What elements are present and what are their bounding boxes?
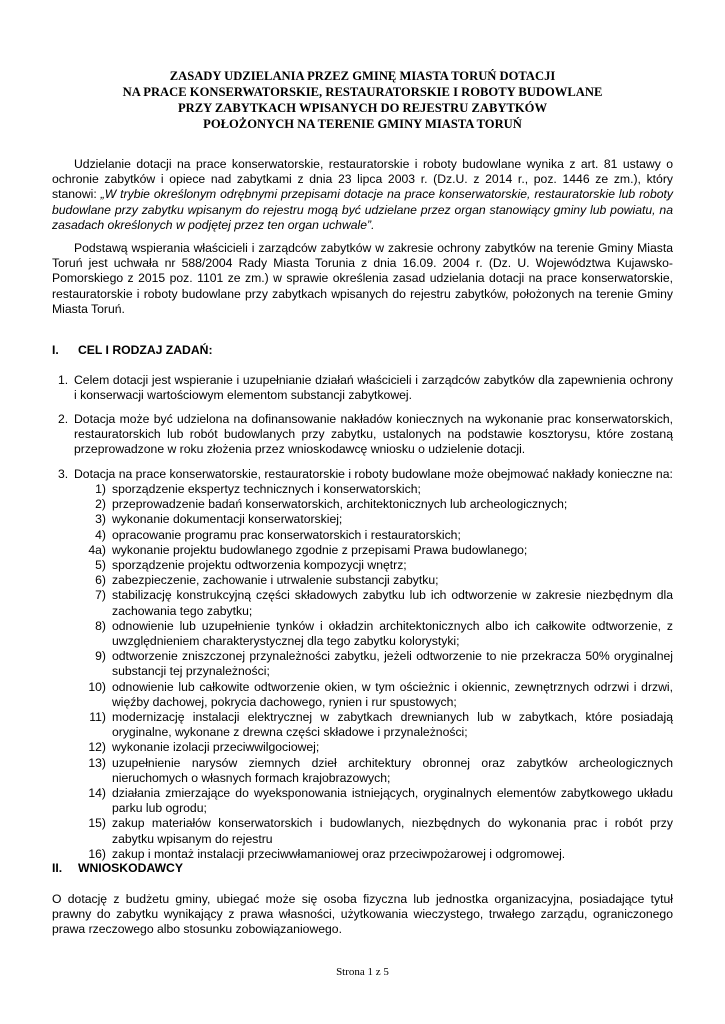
sub-item-number: 15) [88,816,106,831]
list-item-text: Dotacja na prace konserwatorskie, restauratorskie i roboty budowlane może obejmować nakłady konieczne na: [74,467,673,481]
sub-item-number: 4) [95,527,106,542]
sub-item-number: 1) [95,482,106,496]
sub-item-number: 14) [88,786,106,801]
sub-item-number: 8) [95,618,106,633]
sub-list-item [76,680,673,710]
sub-list-item [76,740,673,755]
section-2-heading [52,861,183,876]
sub-list-item [76,588,673,618]
sub-item-number: 4a) [88,542,106,557]
title-line-2: NA PRACE KONSERWATORSKIE, RESTAURATORSKIE I ROBOTY BUDOWLANE [122,85,603,99]
sub-list-item [76,497,673,512]
sub-item-number: 10) [88,679,106,694]
intro-paragraph-1 [52,157,673,233]
sub-item-number: 11) [89,710,106,725]
sub-list-item [76,786,673,816]
sub-item-text: odnowienie lub całkowite odtworzenie okien, w tym ościeżnic i okiennic, zewnętrznych odrzwi i drzwi, więźby dachowej, pokrycia dachowego, rynien i rur spustowych; [112,679,673,709]
sub-item-text: zakup materiałów konserwatorskich i budowlanych, niezbędnych do wykonania prac i robót przy zabytku wpisanym do rejestru [112,816,673,846]
sub-item-number: 9) [95,649,106,664]
list-item-number: 2. [58,412,69,426]
sub-list-item [76,710,673,740]
list-item-number: 1. [58,373,69,387]
sub-list-item [76,543,673,558]
sub-list-item [76,512,673,527]
list-item-number: 3. [58,467,69,481]
list-item [52,467,673,482]
sub-item-number: 13) [88,755,106,770]
sub-item-text: stabilizację konstrukcyjną części składowych zabytku lub ich odtworzenie w zakresie niezbędnym dla zachowania tego zabytku; [112,588,673,618]
sub-item-number: 2) [95,497,106,512]
section-2-number: II. [52,861,63,875]
sub-item-text: wykonanie izolacji przeciwwilgociowej; [112,740,320,755]
intro-paragraph-2: Podstawą wspierania właścicieli i zarządców zabytków w zakresie ochrony zabytków na terenie Gminy Miasta Toruń jest uchwała nr 588/2004 Rady Miasta Torunia z dnia 16.09. 2004 r. (Dz. U. Województwa Kujawsko-Pomorskiego z 2015 poz. 1101 ze zm.) w sprawie określenia zasad udzielania dotacji na prace konserwatorskie, restauratorskie i roboty budowlane przy zabytkach wpisanych do rejestru zabytków, położonych na terenie Gminy Miasta Toruń. [52,241,673,316]
sub-list-item [76,619,673,649]
sub-list-item [76,649,673,679]
sub-list-item [76,847,673,862]
sub-item-number: 7) [95,588,106,603]
sub-item-text: opracowanie programu prac konserwatorskich i restauratorskich; [112,527,461,542]
sub-item-number: 3) [95,512,106,527]
list-item-text: Dotacja może być udzielona na dofinansowanie nakładów koniecznych na wykonanie prac konserwatorskich, restauratorskich lub robót budowlanych przy zabytku, ustalonych na podstawie kosztorysu, które zostaną przeprowadzone w roku złożenia przez wnioskodawcę wniosku o udzielenie dotacji. [74,412,673,457]
sub-item-text: odtworzenie zniszczonej przynależności zabytku, jeżeli odtworzenie to nie przekracza 50% oryginalnej substancji tej przynależności; [112,649,673,679]
sub-item-text: działania zmierzające do wyeksponowania istniejących, oryginalnych elementów zabytkowego układu parku lub ogrodu; [112,786,673,816]
intro-quote: „W trybie określonym odrębnymi przepisami dotacje na prace konserwatorskie, restauratorskie lub roboty budowlane przy zabytku wpisanym do rejestru mogą być udzielane przez organ stanowiący gminy lub powiatu, na zasadach określonych w podjętej przez ten organ uchwale”. [52,187,673,232]
section-1-heading [52,343,213,358]
section-1-number: I. [52,343,59,357]
section-1-title: CEL I RODZAJ ZADAŃ: [78,343,213,357]
sub-item-text: wykonanie dokumentacji konserwatorskiej; [112,512,343,527]
sub-list-item [76,816,673,846]
section-2-title: WNIOSKODAWCY [78,861,183,875]
document-title [40,68,685,132]
list-item [52,373,673,403]
sub-item-text: wykonanie projektu budowlanego zgodnie z przepisami Prawa budowlanego; [112,542,528,557]
sub-list-item [76,573,673,588]
title-line-4: POŁOŻONYCH NA TERENIE GMINY MIASTA TORUŃ [203,117,522,131]
sub-item-number: 16) [88,846,106,861]
sub-item-text: przeprowadzenie badań konserwatorskich, architektonicznych lub archeologicznych; [112,497,568,512]
sub-list [76,482,673,862]
list-item [52,412,673,458]
title-line-1: ZASADY UDZIELANIA PRZEZ GMINĘ MIASTA TORUŃ DOTACJI [169,69,556,83]
sub-item-text: zabezpieczenie, zachowanie i utrwalenie substancji zabytku; [112,573,439,588]
sub-list-item [76,482,673,497]
section-2-paragraph: O dotację z budżetu gminy, ubiegać może się osoba fizyczna lub jednostka organizacyjna, posiadające tytuł prawny do zabytku wynikający z prawa własności, użytkowania wieczystego, trwałego zarządu, ograniczonego prawa rzeczowego albo stosunku zobowiązaniowego. [52,892,673,937]
intro-paragraph-1-text: Udzielanie dotacji na prace konserwatorskie, restauratorskie i roboty budowlane wynika z art. 81 ustawy o ochronie zabytków i opiece nad zabytkami z dnia 23 lipca 2003 r. (Dz.U. z 2014 r., poz. 1446 ze zm.), który stanowi: [52,157,673,202]
sub-item-number: 5) [95,558,106,573]
sub-item-text: odnowienie lub uzupełnienie tynków i okładzin architektonicznych albo ich całkowite odtworzenie, z uwzględnieniem charakterystycznej dla tego zabytku kolorystyki; [112,618,673,649]
sub-item-text: modernizację instalacji elektrycznej w zabytkach drewnianych lub w zabytkach, które posiadają oryginalne, wykonane z drewna części składowe i przynależności; [112,710,673,740]
sub-item-text: zakup i montaż instalacji przeciwwłamaniowej oraz przeciwpożarowej i odgromowej. [112,846,566,861]
page-number: Strona 1 z 5 [336,966,389,978]
sub-list-item [76,558,673,573]
sub-item-text: sporządzenie projektu odtworzenia kompozycji wnętrz; [112,558,407,573]
sub-item-number: 12) [88,740,106,755]
sub-item-text: uzupełnienie narysów ziemnych dzieł architektury obronnej oraz zabytków archeologicznych nieruchomych o własnych formach krajobrazowych; [112,755,673,785]
list-item-text: Celem dotacji jest wspieranie i uzupełnianie działań właścicieli i zarządców zabytków dla zapewnienia ochrony i konserwacji wartościowym elementom substancji zabytkowej. [74,373,673,403]
sub-list-item [76,528,673,543]
title-line-3: PRZY ZABYTKACH WPISANYCH DO REJESTRU ZABYTKÓW [177,101,548,115]
sub-list-item [76,756,673,786]
sub-item-number: 6) [95,573,106,588]
sub-item-text: sporządzenie ekspertyz technicznych i konserwatorskich; [112,482,421,496]
